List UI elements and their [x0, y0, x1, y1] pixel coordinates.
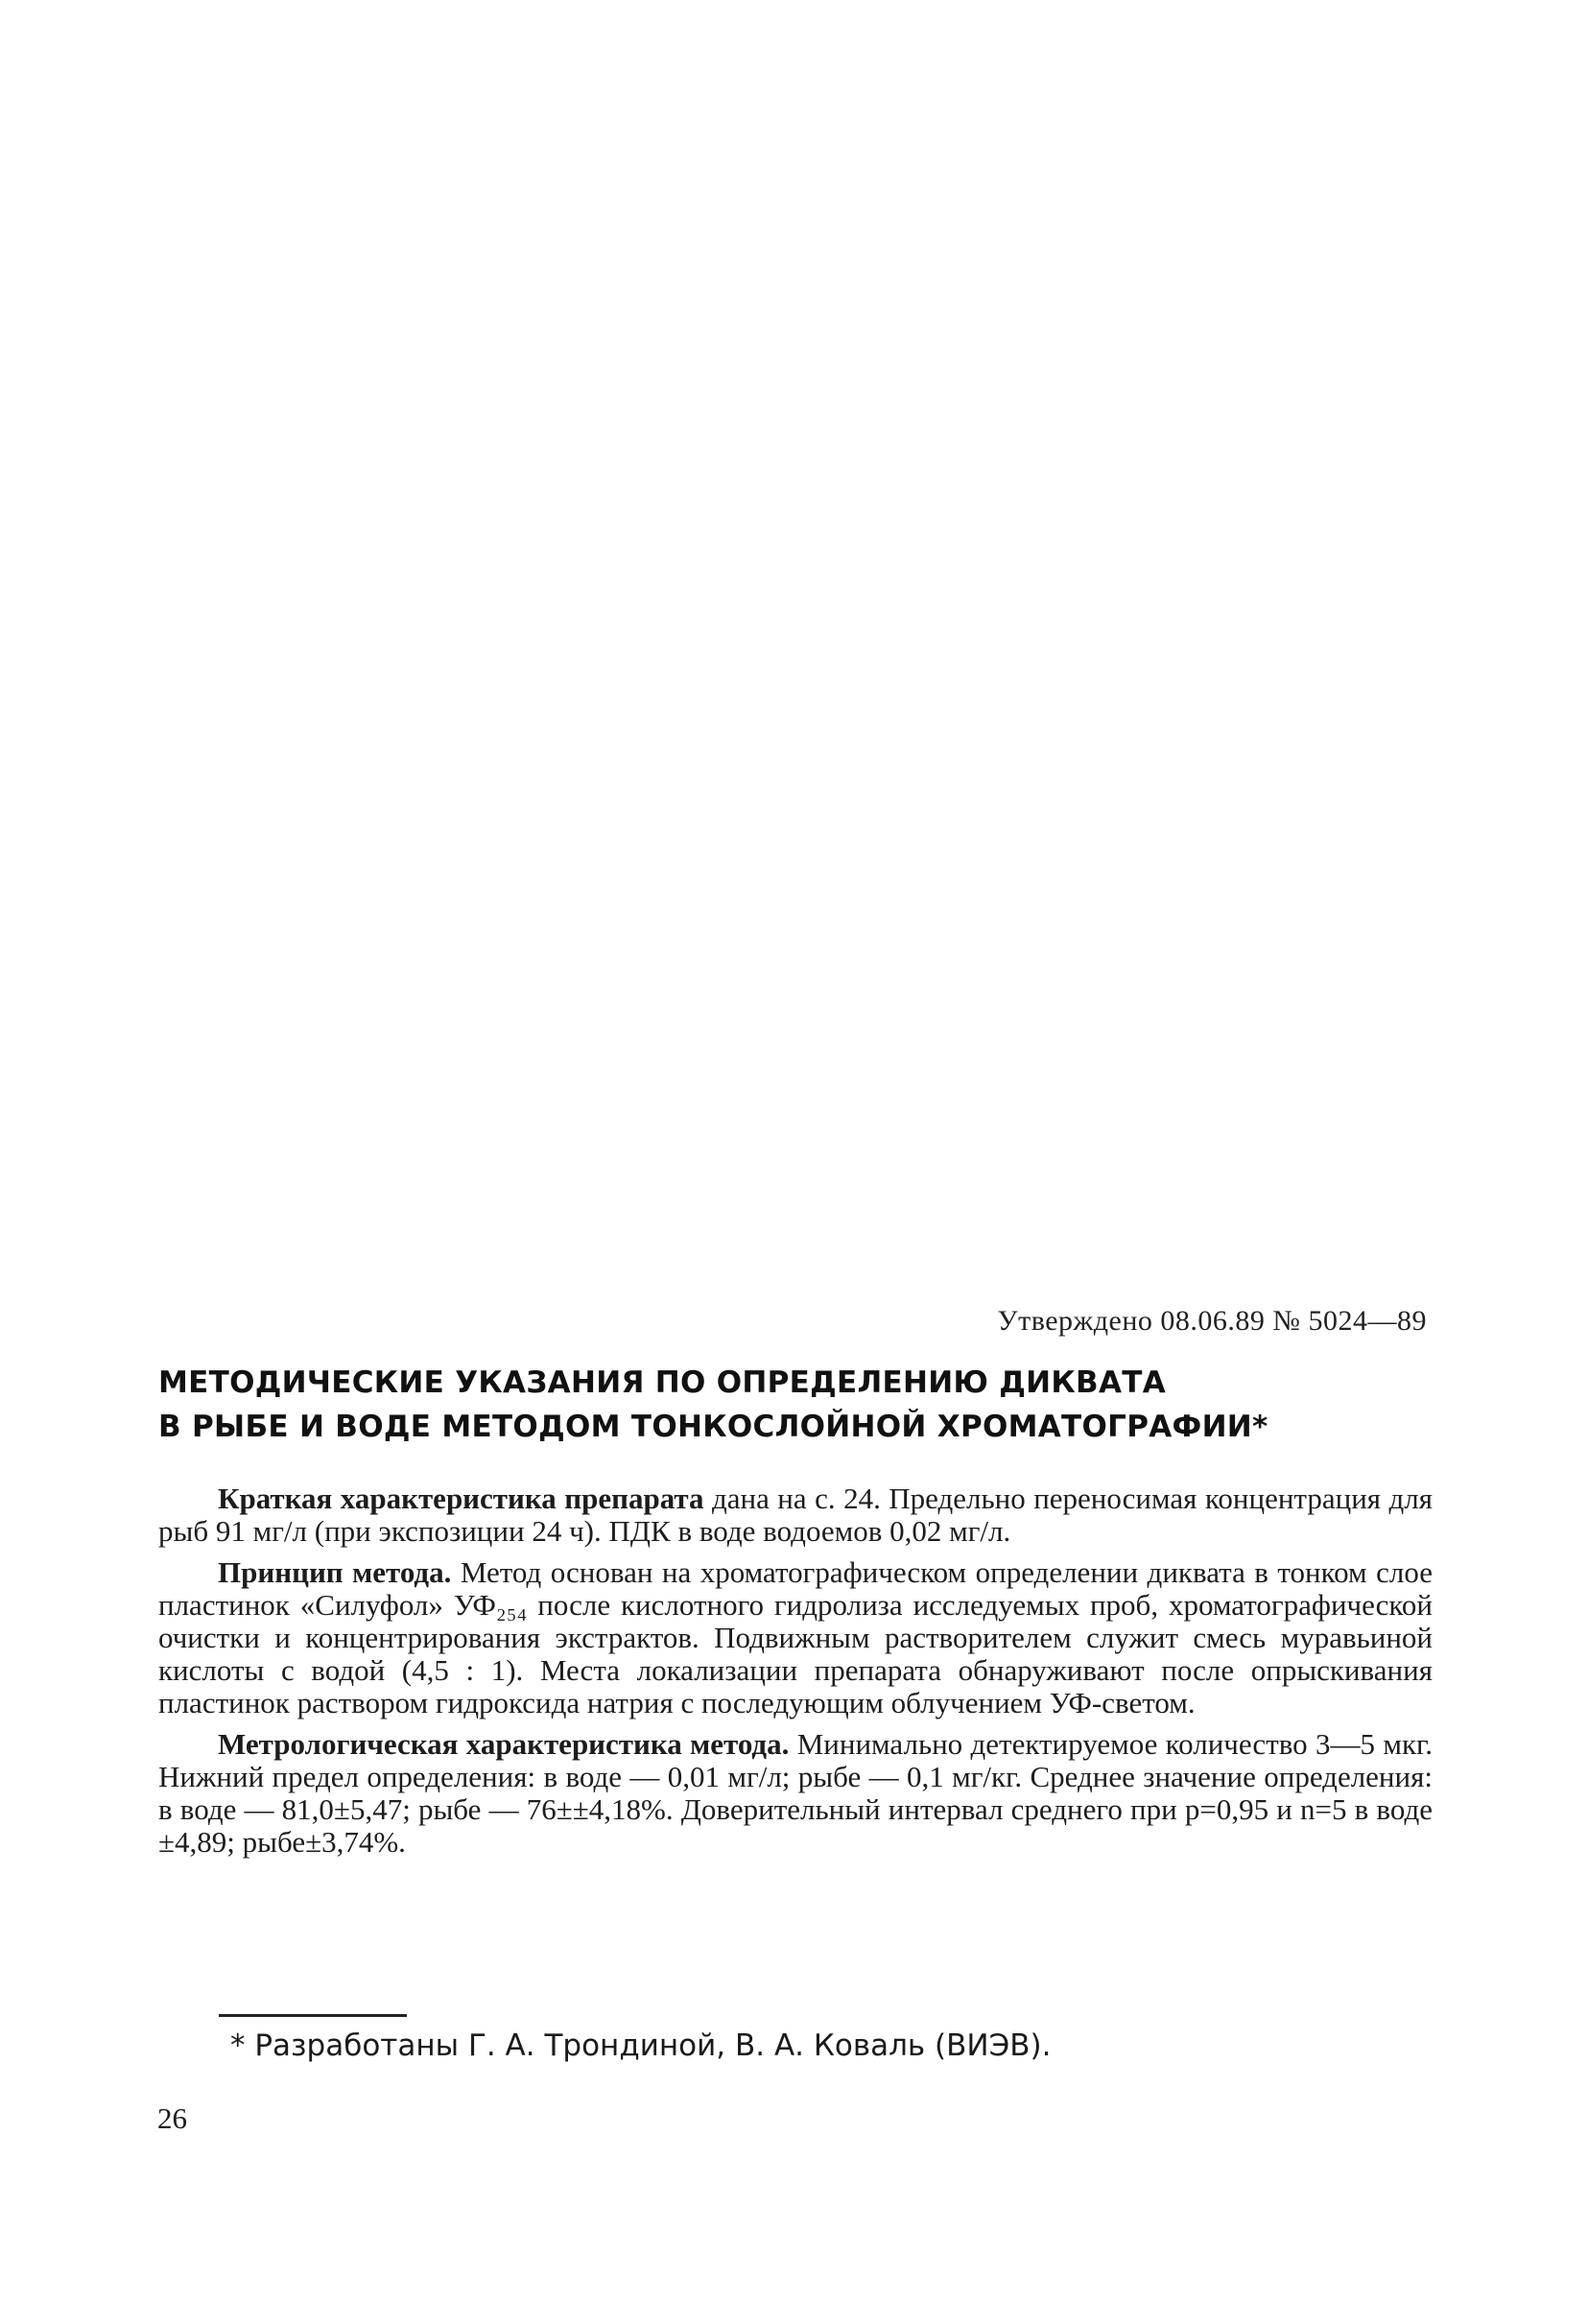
- title-line-1: МЕТОДИЧЕСКИЕ УКАЗАНИЯ ПО ОПРЕДЕЛЕНИЮ ДИКВАТА: [158, 1365, 1167, 1400]
- paragraph-method-principle: [158, 1556, 1433, 1719]
- paragraph-text: Метод основан на хроматографическом определении диквата в тонком слое пластинок «Силуфол» УФ₂₅₄ после кислотного гидролиза исследуемых проб, хроматографической очистки и концентрирования экстрактов. Подвижным растворителем служит смесь муравьиной кислоты с водой (4,5 : 1). Места локализации препарата обнаруживают после опрыскивания пластинок раствором гидроксида натрия с последующим облучением УФ-светом.: [158, 1555, 1433, 1719]
- document-body: [158, 1482, 1433, 1859]
- page-number: 26: [157, 2101, 187, 2135]
- document-title: [158, 1361, 1444, 1449]
- title-line-2: В РЫБЕ И ВОДЕ МЕТОДОМ ТОНКОСЛОЙНОЙ ХРОМАТОГРАФИИ*: [158, 1410, 1268, 1444]
- footnote: * Разработаны Г. А. Трондиной, В. А. Коваль (ВИЭВ).: [230, 2028, 1052, 2063]
- paragraph-metrology: [158, 1728, 1433, 1859]
- paragraph-text: Минимально детектируемое количество 3—5 мкг. Нижний предел определения: в воде — 0,01 мг/л; рыбе — 0,1 мг/кг. Среднее значение определения: в воде — 81,0±5,47; рыбе — 76±±4,18%. Доверительный интервал среднего при p=0,95 и n=5 в воде ±4,89; рыбе±3,74%.: [158, 1727, 1433, 1859]
- paragraph-lead: Краткая характеристика препарата: [218, 1482, 704, 1515]
- paragraph-lead: Метрологическая характеристика метода.: [218, 1727, 790, 1761]
- paragraph-characteristics: [158, 1482, 1433, 1548]
- paragraph-lead: Принцип метода.: [218, 1555, 452, 1589]
- footnote-divider: [219, 2014, 407, 2017]
- approval-stamp: Утверждено 08.06.89 № 5024—89: [997, 1305, 1427, 1337]
- paragraph-text: дана на с. 24. Предельно переносимая концентрация для рыб 91 мг/л (при экспозиции 24 ч). ПДК в воде водоемов 0,02 мг/л.: [158, 1482, 1433, 1548]
